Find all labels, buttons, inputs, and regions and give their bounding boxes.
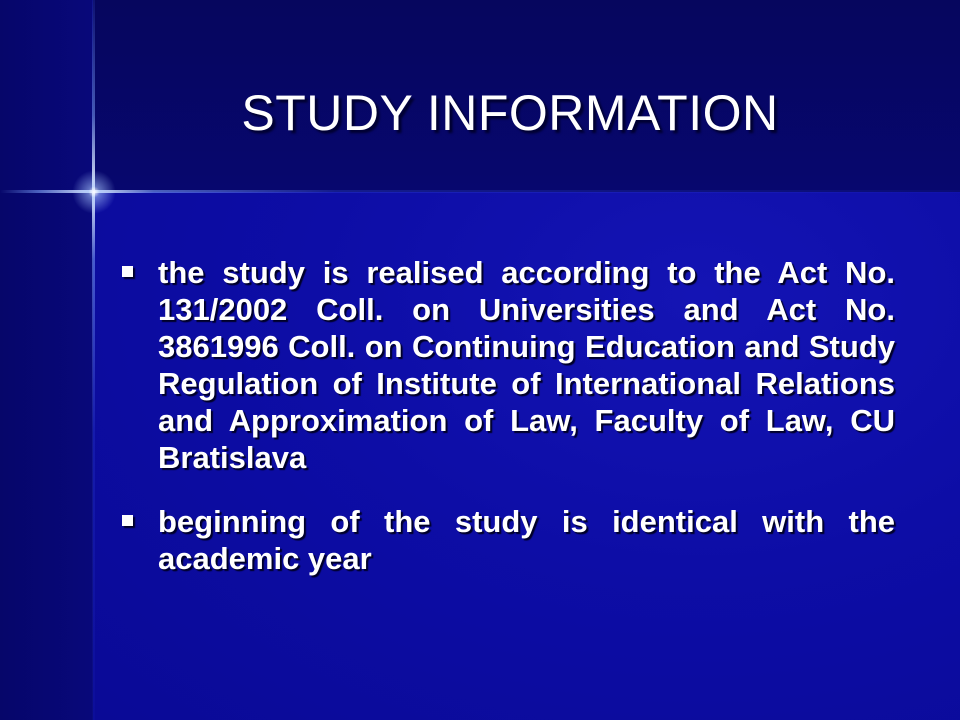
bullet-item <box>120 503 895 577</box>
square-bullet-icon <box>122 266 133 277</box>
slide-title: STUDY INFORMATION <box>241 85 779 141</box>
bullet-item <box>120 254 895 476</box>
left-band <box>0 0 93 720</box>
square-bullet-icon <box>122 515 133 526</box>
bullet-list <box>120 254 895 604</box>
star-flare-horizontal-line <box>0 190 960 193</box>
star-flare-vertical-line <box>92 0 95 720</box>
star-flare-icon <box>72 170 116 214</box>
bullet-text: the study is realised according to the Act No. 131/2002 Coll. on Universities and Act No. 3861996 Coll. on Continuing Education and Study Regulation of Institute of International Relations and Approximation of Law, Faculty of Law, CU Bratislava <box>158 255 895 475</box>
bullet-text: beginning of the study is identical with the academic year <box>158 504 895 576</box>
